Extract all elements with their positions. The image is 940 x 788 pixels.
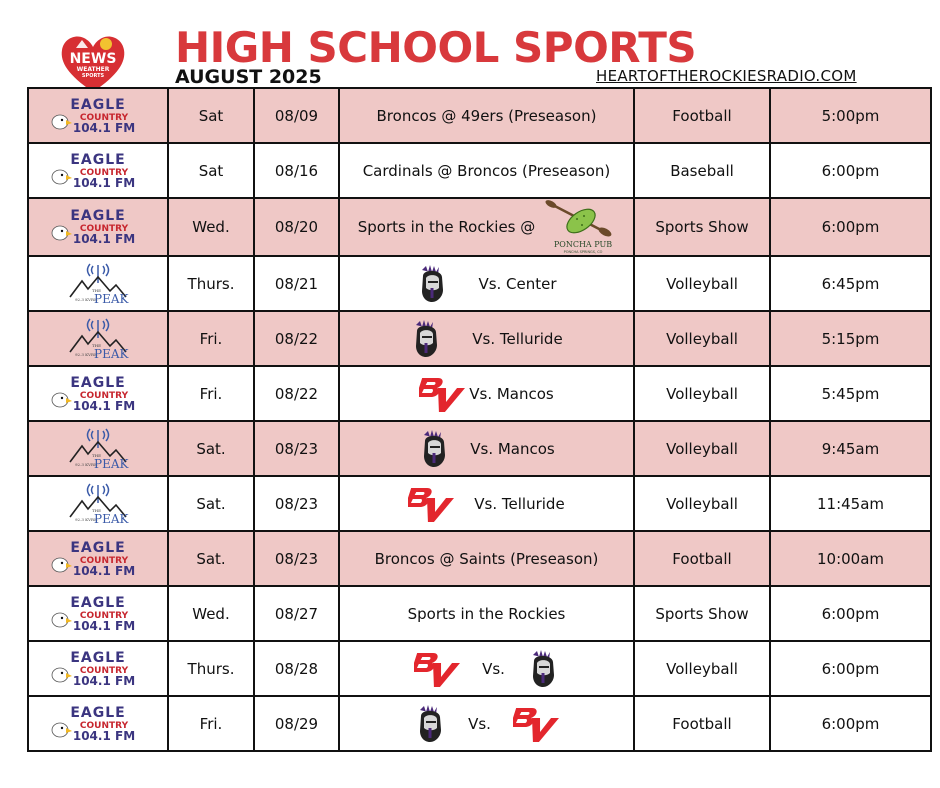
pickle-paddle-icon [545,199,613,238]
day-cell [168,531,254,586]
time-cell [770,256,931,311]
date-cell [254,421,339,476]
eagle-head-icon [52,170,72,184]
day-cell [168,586,254,641]
event-cell [339,476,634,531]
table-row [28,143,931,198]
the-peak-logo [66,426,130,472]
date-cell [254,256,339,311]
sport-cell [634,476,770,531]
eagle-logo-line3: 104.1 FM [72,232,136,246]
time-text: 6:00pm [821,659,880,678]
day-text: Sat [198,106,224,125]
table-row [28,531,931,586]
peak-logo-freq: 92.3 KVRH [75,351,98,357]
time-text: 6:00pm [821,714,880,733]
bv-logo-icon [513,704,559,744]
eagle-logo-line3: 104.1 FM [72,728,136,743]
time-cell [770,531,931,586]
eagle-logo-line1: EAGLE [70,96,126,113]
date-text: 08/16 [274,161,319,180]
sponsor-sub: PONCHA SPRINGS, CO [563,250,603,254]
eagle-country-logo [46,374,150,414]
eagle-logo-line1: EAGLE [70,374,126,391]
table-row [28,696,931,751]
time-text: 5:45pm [821,384,880,403]
time-text: 6:45pm [821,274,880,293]
day-text: Sat. [196,549,226,568]
event-text: Broncos @ 49ers (Preseason) [376,106,597,125]
sport-text: Volleyball [666,659,738,678]
sport-cell [634,531,770,586]
date-text: 08/09 [274,106,319,125]
day-text: Fri. [199,384,223,403]
eagle-logo-line2: COUNTRY [79,167,129,178]
sport-text: Volleyball [666,274,738,293]
eagle-logo-line2: COUNTRY [79,720,129,731]
station-cell [28,476,168,531]
event-cell [339,311,634,366]
time-text: 5:15pm [821,329,880,348]
eagle-logo-line1: EAGLE [70,649,126,666]
table-row [28,586,931,641]
date-cell [254,198,339,256]
time-cell [770,366,931,421]
peak-logo-word: PEAK [94,511,129,526]
peak-logo-freq: 92.3 KVRH [75,461,98,467]
peak-logo-word: PEAK [94,291,129,306]
eagle-logo-line3: 104.1 FM [72,673,136,688]
day-text: Sat [198,161,224,180]
event-text: Cardinals @ Broncos (Preseason) [362,161,611,180]
time-cell [770,311,931,366]
peak-logo-freq: 92.3 KVRH [75,516,98,522]
event-text: Vs. Telluride [474,494,565,513]
knight-helmet-icon [414,704,446,744]
eagle-logo-line1: EAGLE [70,539,126,556]
day-cell [168,366,254,421]
sport-cell [634,311,770,366]
website-link[interactable]: HEARTOFTHEROCKIESRADIO.COM [596,67,857,85]
eagle-country-logo [46,96,150,136]
table-row [28,256,931,311]
day-cell [168,198,254,256]
time-text: 10:00am [816,549,885,568]
event-cell [339,421,634,476]
the-peak-logo [66,481,130,527]
bv-logo-icon [408,484,454,524]
event-text: Vs. Mancos [469,384,554,403]
sponsor-name: PONCHA PUB [554,240,613,249]
event-cell [339,696,634,751]
date-cell [254,531,339,586]
sport-cell [634,421,770,476]
sport-text: Volleyball [666,494,738,513]
time-cell [770,476,931,531]
date-cell [254,641,339,696]
date-cell [254,696,339,751]
eagle-country-logo [46,594,150,634]
sport-cell [634,366,770,421]
sport-text: Football [672,714,732,733]
eagle-head-icon [52,226,72,240]
knight-helmet-icon [410,319,442,359]
sport-cell [634,641,770,696]
knight-helmet-icon [527,649,559,689]
page-subtitle: AUGUST 2025 [175,66,322,88]
eagle-logo-line2: COUNTRY [79,665,129,676]
eagle-logo-line3: 104.1 FM [72,120,136,135]
station-cell [28,88,168,143]
date-text: 08/22 [274,329,319,348]
event-cell [339,143,634,198]
station-cell [28,641,168,696]
sport-cell [634,586,770,641]
eagle-country-logo [46,539,150,579]
news-logo-line3: SPORTS [81,73,105,79]
station-cell [28,143,168,198]
day-cell [168,421,254,476]
sport-cell [634,88,770,143]
day-text: Thurs. [187,659,235,678]
bv-logo-icon [414,649,460,689]
peak-logo-freq: 92.3 KVRH [75,296,98,302]
event-text: Sports in the Rockies @ [357,218,536,236]
eagle-logo-line2: COUNTRY [79,390,129,401]
sport-cell [634,198,770,256]
day-text: Sat. [196,494,226,513]
event-cell [339,531,634,586]
knight-helmet-icon [418,429,450,469]
time-cell [770,88,931,143]
date-text: 08/28 [274,659,319,678]
date-cell [254,366,339,421]
sport-text: Volleyball [666,384,738,403]
eagle-logo-line3: 104.1 FM [72,398,136,413]
time-text: 5:00pm [821,106,880,125]
eagle-logo-line1: EAGLE [70,208,126,224]
table-row [28,366,931,421]
table-row [28,421,931,476]
day-cell [168,476,254,531]
eagle-head-icon [52,613,72,627]
date-cell [254,143,339,198]
news-logo-line1: NEWS [69,51,117,67]
date-text: 08/20 [274,218,319,236]
table-row [28,198,931,256]
date-text: 08/23 [274,494,319,513]
eagle-logo-line2: COUNTRY [79,224,129,234]
table-row [28,88,931,143]
event-cell [339,88,634,143]
day-text: Thurs. [187,274,235,293]
day-cell [168,311,254,366]
event-text: Vs. Mancos [470,439,555,458]
time-text: 6:00pm [821,604,880,623]
date-text: 08/27 [274,604,319,623]
eagle-logo-line3: 104.1 FM [72,175,136,190]
eagle-logo-line2: COUNTRY [79,112,129,123]
day-text: Sat. [196,439,226,458]
sport-cell [634,143,770,198]
date-text: 08/23 [274,549,319,568]
station-cell [28,531,168,586]
eagle-logo-line3: 104.1 FM [72,563,136,578]
date-cell [254,88,339,143]
day-cell [168,641,254,696]
table-row [28,311,931,366]
time-text: 6:00pm [821,218,880,236]
event-text: Vs. [468,714,491,733]
event-text: Vs. Telluride [472,329,563,348]
eagle-country-logo [46,151,150,191]
station-cell [28,198,168,256]
day-text: Fri. [199,714,223,733]
event-cell [339,256,634,311]
eagle-head-icon [52,115,72,129]
eagle-head-icon [52,558,72,572]
station-cell [28,256,168,311]
day-cell [168,256,254,311]
peak-logo-word: PEAK [94,456,129,471]
sport-text: Volleyball [666,329,738,348]
eagle-head-icon [52,668,72,682]
time-cell [770,421,931,476]
event-cell [339,641,634,696]
sport-cell [634,696,770,751]
eagle-country-logo [46,704,150,744]
peak-logo-word: PEAK [94,346,129,361]
day-cell [168,88,254,143]
time-cell [770,198,931,256]
eagle-logo-line2: COUNTRY [79,610,129,621]
peak-logo-the: THE [92,507,102,513]
event-cell [339,198,634,256]
time-cell [770,641,931,696]
time-text: 9:45am [821,439,880,458]
date-cell [254,311,339,366]
date-text: 08/29 [274,714,319,733]
peak-logo-the: THE [92,452,102,458]
page-title: HIGH SCHOOL SPORTS [175,23,697,72]
eagle-head-icon [52,393,72,407]
time-cell [770,143,931,198]
day-text: Fri. [199,329,223,348]
sport-cell [634,256,770,311]
date-cell [254,586,339,641]
sport-text: Football [672,106,732,125]
event-text: Broncos @ Saints (Preseason) [374,549,599,568]
day-text: Wed. [192,604,230,623]
the-peak-logo [66,316,130,362]
peak-logo-the: THE [92,287,102,293]
day-cell [168,696,254,751]
eagle-logo-line1: EAGLE [70,704,126,721]
date-text: 08/21 [274,274,319,293]
eagle-country-logo [46,649,150,689]
date-cell [254,476,339,531]
station-cell [28,586,168,641]
day-cell [168,143,254,198]
eagle-logo-line2: COUNTRY [79,555,129,566]
station-cell [28,696,168,751]
bv-logo-icon [419,374,465,414]
the-peak-logo [66,261,130,307]
eagle-logo-line1: EAGLE [70,151,126,168]
date-text: 08/22 [274,384,319,403]
sport-text: Sports Show [655,218,749,236]
event-text: Vs. [482,659,505,678]
news-weather-sports-logo [58,30,128,94]
time-cell [770,586,931,641]
sport-text: Baseball [670,161,734,180]
event-cell [339,586,634,641]
eagle-country-logo [46,207,150,247]
station-cell [28,366,168,421]
eagle-logo-line3: 104.1 FM [72,618,136,633]
time-text: 11:45am [816,494,885,513]
event-cell [339,366,634,421]
knight-helmet-icon [416,264,448,304]
table-row [28,641,931,696]
date-text: 08/23 [274,439,319,458]
table-row [28,476,931,531]
time-cell [770,696,931,751]
peak-logo-the: THE [92,342,102,348]
poncha-pub-logo [545,199,615,255]
time-text: 6:00pm [821,161,880,180]
eagle-logo-line1: EAGLE [70,594,126,611]
sport-text: Volleyball [666,439,738,458]
schedule-table [27,87,932,752]
sport-text: Sports Show [655,604,749,623]
eagle-head-icon [52,723,72,737]
event-text: Sports in the Rockies [407,604,566,623]
event-text: Vs. Center [478,274,557,293]
station-cell [28,421,168,476]
day-text: Wed. [192,218,230,236]
sport-text: Football [672,549,732,568]
station-cell [28,311,168,366]
news-logo-line2: WEATHER [76,66,110,73]
